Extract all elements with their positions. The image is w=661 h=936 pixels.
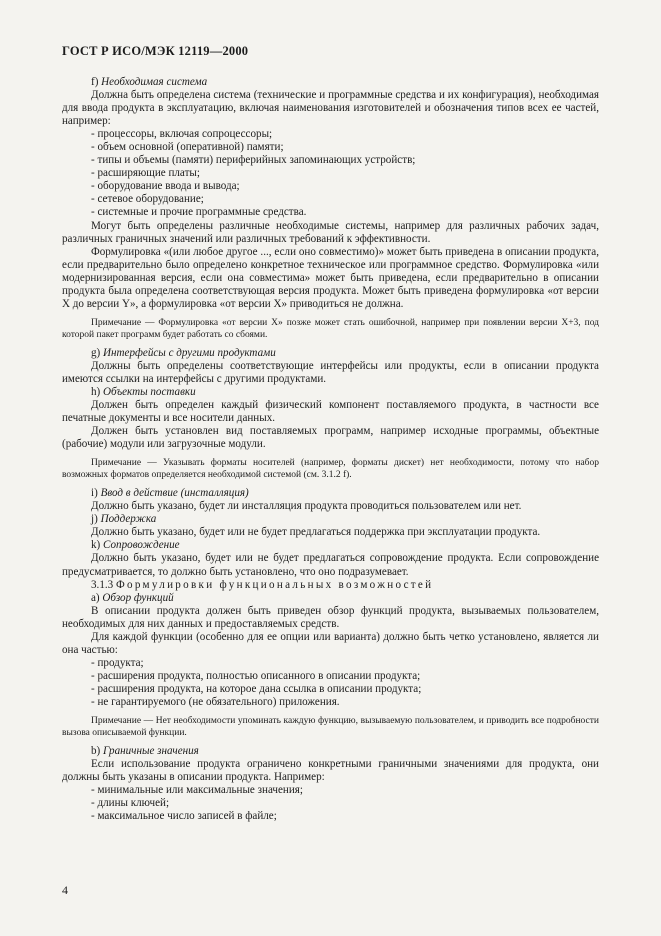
- note: Примечание — Нет необходимости упоминать каждую функцию, вызываемую пользователем, и приводить все подробности вызова описываемой функции.: [62, 716, 599, 739]
- section-heading: [62, 579, 599, 592]
- list-item: - минимальные или максимальные значения;: [91, 784, 303, 797]
- paragraph: Должно быть указано, будет или не будет предлагаться поддержка при эксплуатации продукта.: [91, 526, 541, 539]
- item-f-heading: f) Необходимая система: [91, 76, 208, 88]
- paragraph: Для каждой функции (особенно для ее опции или варианта) должно быть четко установлено, является ли она частью:: [62, 630, 599, 656]
- page-number: 4: [62, 883, 68, 897]
- item-f-title: Необходимая система: [101, 76, 208, 88]
- note: Примечание — Формулировка «от версии X» позже может стать ошибочной, например при появлении версии X+3, под которой пакет программ будет работать со сбоями.: [62, 317, 599, 340]
- item-g-heading: g) Интерфейсы с другими продуктами: [91, 346, 276, 359]
- list-item: - максимальное число записей в файле;: [91, 810, 277, 823]
- item-a-title: Обзор функций: [102, 591, 174, 604]
- list-item: - процессоры, включая сопроцессоры;: [91, 128, 273, 141]
- item-h-heading: h) Объекты поставки: [91, 385, 196, 398]
- paragraph: Если использование продукта ограничено конкретными граничными значениями для продукта, они должны быть указаны в описании продукта. Например:: [62, 758, 599, 784]
- list-item: - сетевое оборудование;: [91, 193, 204, 206]
- paragraph: Должен быть установлен вид поставляемых программ, например исходные программы, объектные (рабочие) модули или загрузочные модули.: [62, 425, 599, 451]
- document-body: [62, 76, 599, 823]
- list-item: - расширения продукта, на которое дана ссылка в описании продукта;: [91, 682, 422, 695]
- function-parts-list: [62, 657, 599, 709]
- item-k-heading: k) Сопровождение: [91, 539, 180, 552]
- paragraph: Должно быть указано, будет или не будет предлагаться сопровождение продукта. Если сопровождение предусматривается, то должно быть установлено, что оно подразумевает.: [62, 552, 599, 578]
- list-item: - расширяющие платы;: [91, 167, 200, 180]
- item-j-heading: j) Поддержка: [91, 513, 157, 526]
- note: Примечание — Указывать форматы носителей (например, форматы дискет) нет необходимости, потому что набор возможных форматов определяется необходимой системой (см. 3.1.2 f).: [62, 458, 599, 481]
- item-i-heading: i) Ввод в действие (инсталляция): [91, 487, 249, 500]
- list-item: - длины ключей;: [91, 797, 170, 810]
- item-a-heading: a) Обзор функций: [91, 591, 174, 604]
- paragraph: В описании продукта должен быть приведен обзор функций продукта, вызываемых пользователем, необходимых для них данных и предоставляемых средств.: [62, 604, 599, 630]
- requirements-list: [62, 128, 599, 219]
- item-h-title: Объекты поставки: [103, 385, 196, 398]
- paragraph: Должно быть указано, будет ли инсталляция продукта проводиться пользователем или нет.: [91, 500, 522, 513]
- list-item: - расширения продукта, полностью описанного в описании продукта;: [91, 669, 421, 682]
- paragraph: Должна быть определена система (технические и программные средства и их конфигурация), необходимая для ввода продукта в эксплуатацию, включая наименования изготовителей и обозначения типов всех ее частей, например:: [62, 89, 599, 128]
- limits-list: [62, 784, 599, 823]
- list-item: - объем основной (оперативной) памяти;: [91, 141, 284, 154]
- item-b-title: Граничные значения: [103, 745, 199, 758]
- list-item: - продукта;: [91, 656, 144, 669]
- list-item: - системные и прочие программные средства.: [91, 206, 307, 219]
- paragraph: Могут быть определены различные необходимые системы, например для различных рабочих задач, различных граничных значений или различных требований к эффективности.: [62, 219, 599, 245]
- paragraph: Должны быть определены соответствующие интерфейсы или продукты, если в описании продукта имеются ссылки на интерфейсы с другими продуктами.: [62, 359, 599, 385]
- item-i-title: Ввод в действие (инсталляция): [100, 487, 249, 500]
- item-k-title: Сопровождение: [103, 539, 180, 552]
- section-number: 3.1.3: [91, 578, 114, 591]
- item-j-title: Поддержка: [100, 513, 157, 526]
- item-g-title: Интерфейсы с другими продуктами: [103, 346, 276, 359]
- section-title: Формулировки функциональных возможностей: [115, 578, 434, 591]
- paragraph: Формулировка «(или любое другое ..., если оно совместимо)» может быть приведена в описании продукта, если предварительно было определено конкретное техническое или программное средство. Формулировка «или модернизированная версия, если она совместима» может быть приведена, если предварительно в описании продукта была определена соответствующая версия продукта. Может быть приведена формулировка «от версии X до версии Y», а формулировка «от версии X» приводиться не должна.: [62, 245, 599, 310]
- list-item: - оборудование ввода и вывода;: [91, 180, 240, 193]
- paragraph: Должен быть определен каждый физический компонент поставляемого продукта, в частности все печатные документы и все носители данных.: [62, 399, 599, 425]
- list-item: - не гарантируемого (не обязательного) приложения.: [91, 695, 340, 708]
- item-b-heading: b) Граничные значения: [91, 745, 199, 758]
- document-header: ГОСТ Р ИСО/МЭК 12119—2000: [62, 44, 249, 58]
- list-item: - типы и объемы (памяти) периферийных запоминающих устройств;: [91, 154, 416, 167]
